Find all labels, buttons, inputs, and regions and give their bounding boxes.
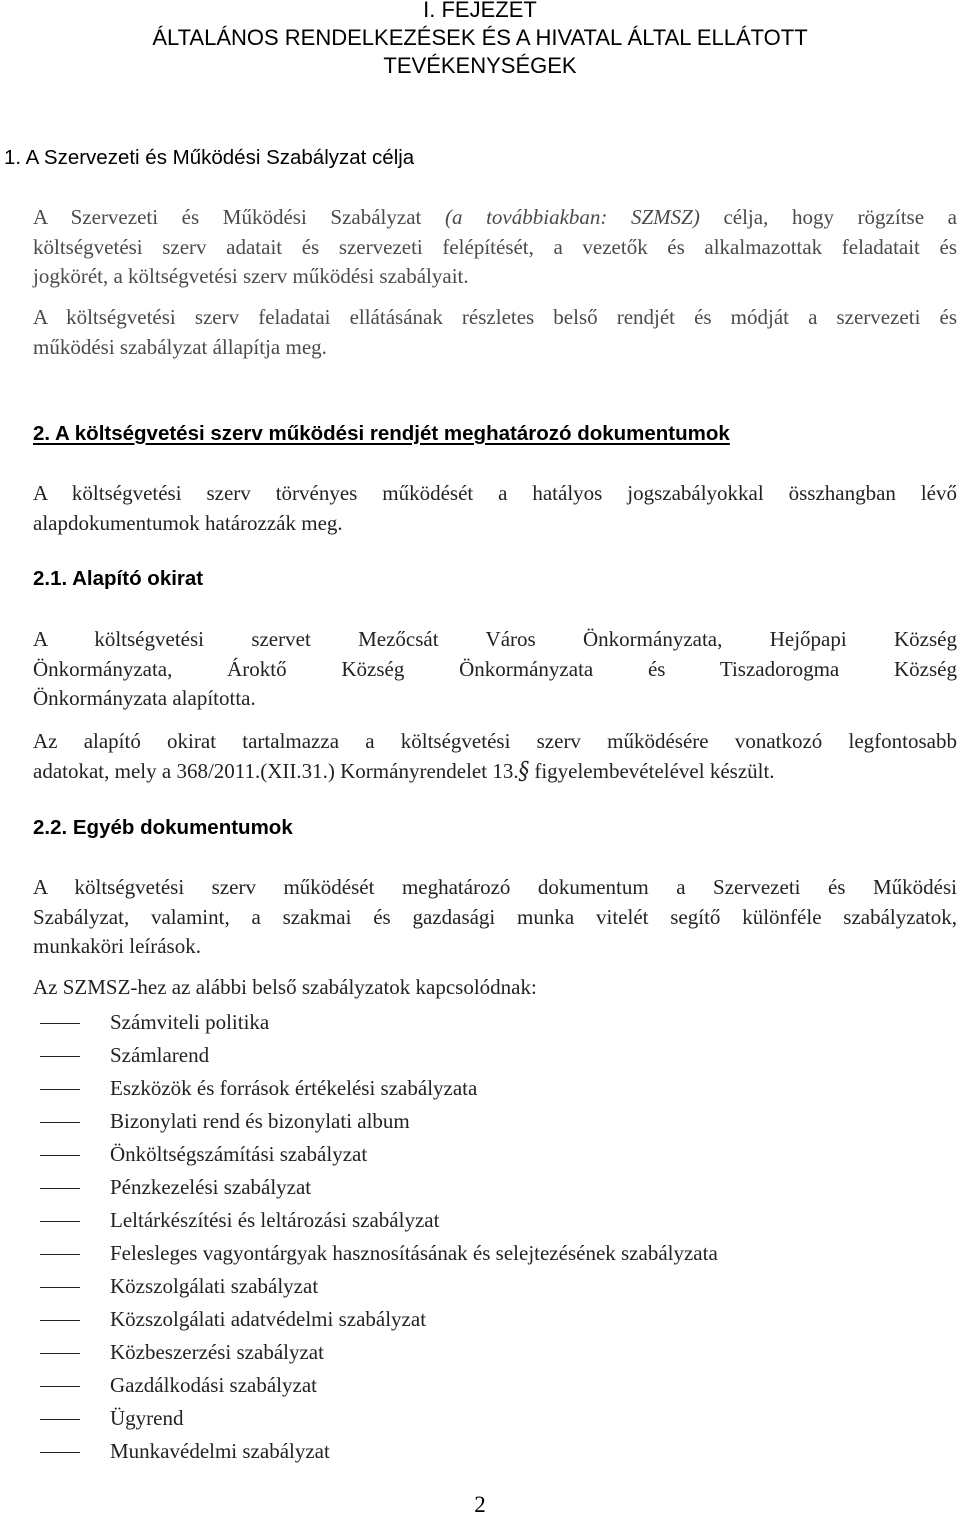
list-item: Munkavédelmi szabályzat: [40, 1435, 718, 1468]
dash-bullet-icon: [40, 1122, 80, 1124]
page-number: 2: [474, 1492, 486, 1517]
list-item: Számviteli politika: [40, 1006, 718, 1039]
dash-bullet-icon: [40, 1320, 80, 1322]
list-item: Közszolgálati adatvédelmi szabályzat: [40, 1303, 718, 1336]
chapter-title-line1: ÁLTALÁNOS RENDELKEZÉSEK ÉS A HIVATAL ÁLTAL ELLÁTOTT: [152, 25, 808, 50]
dash-bullet-icon: [40, 1353, 80, 1355]
dash-bullet-icon: [40, 1188, 80, 1190]
dash-bullet-icon: [40, 1254, 80, 1256]
dash-bullet-icon: [40, 1155, 80, 1157]
section-1-heading: 1. A Szervezeti és Működési Szabályzat célja: [4, 146, 415, 169]
dash-bullet-icon: [40, 1452, 80, 1454]
chapter-number: I. FEJEZET: [423, 0, 537, 22]
list-item: Eszközök és források értékelési szabályzata: [40, 1072, 718, 1105]
list-item: Gazdálkodási szabályzat: [40, 1369, 718, 1402]
abbreviation-note: (a továbbiakban: SZMSZ): [444, 205, 700, 229]
section-2-paragraph-line-2: alapdokumentumok határozzák meg.: [33, 510, 343, 535]
dash-bullet-icon: [40, 1221, 80, 1223]
dash-bullet-icon: [40, 1287, 80, 1289]
section-2-2-paragraph-2: Az SZMSZ-hez az alábbi belső szabályzatok kapcsolódnak:: [33, 975, 537, 999]
list-item: Ügyrend: [40, 1402, 718, 1435]
section-1-paragraph-2-line-2: működési szabályzat állapítja meg.: [33, 334, 327, 359]
section-2-1-paragraph-1-line-3: Önkormányzata alapította.: [33, 686, 256, 710]
list-item: Önköltségszámítási szabályzat: [40, 1138, 718, 1171]
section-2-1-paragraph-1: [33, 625, 957, 714]
list-item: Számlarend: [40, 1039, 718, 1072]
section-2-heading: 2. A költségvetési szerv működési rendjét meghatározó dokumentumok: [33, 422, 730, 445]
section-2-2-paragraph-1-line-1: A költségvetési szerv működését meghatározó dokumentum a Szervezeti és Működési: [33, 875, 957, 899]
section-1-paragraph-2-line-1: A költségvetési szerv feladatai ellátásának részletes belső rendjét és módját a szervezeti és: [33, 305, 957, 329]
section-2-paragraph-line-1: A költségvetési szerv törvényes működését a hatályos jogszabályokkal összhangban lévő: [33, 481, 957, 505]
list-item: Közszolgálati szabályzat: [40, 1270, 718, 1303]
list-item: Leltárkészítési és leltározási szabályzat: [40, 1204, 718, 1237]
section-1-paragraph-1-line-1: A Szervezeti és Működési Szabályzat (a továbbiakban: SZMSZ) célja, hogy rögzítse a: [33, 205, 957, 229]
dash-bullet-icon: [40, 1419, 80, 1421]
section-1-paragraph-2: [33, 303, 957, 362]
list-item: Bizonylati rend és bizonylati album: [40, 1105, 718, 1138]
list-item: Közbeszerzési szabályzat: [40, 1336, 718, 1369]
section-2-paragraph: [33, 479, 957, 538]
list-item: Felesleges vagyontárgyak hasznosításának és selejtezésének szabályzata: [40, 1237, 718, 1270]
regulations-list: [40, 1006, 718, 1468]
section-2-2-paragraph-1-line-2: Szabályzat, valamint, a szakmai és gazdasági munka vitelét segítő különféle szabályzatok,: [33, 904, 957, 929]
section-2-1-paragraph-1-line-2: Önkormányzata, Ároktő Község Önkormányzata és Tiszadorogma Község: [33, 656, 957, 681]
section-2-2-paragraph-1: [33, 873, 957, 962]
dash-bullet-icon: [40, 1056, 80, 1058]
section-1-paragraph-1-line-3: jogkörét, a költségvetési szerv működési szabályait.: [33, 264, 469, 288]
paragraph-sign: §: [518, 756, 530, 785]
section-2-1-paragraph-2: [33, 727, 957, 786]
section-2-2-heading: 2.2. Egyéb dokumentumok: [33, 816, 293, 839]
section-1-paragraph-1-line-2: költségvetési szerv adatait és szervezeti felépítését, a vezetők és alkalmazottak feladatait és: [33, 234, 957, 259]
section-2-1-paragraph-2-line-1: Az alapító okirat tartalmazza a költségvetési szerv működésére vonatkozó legfontosabb: [33, 729, 957, 753]
section-2-1-paragraph-2-line-2: adatokat, mely a 368/2011.(XII.31.) Kormányrendelet 13.§ figyelembevételével készült.: [33, 757, 957, 787]
dash-bullet-icon: [40, 1023, 80, 1025]
dash-bullet-icon: [40, 1089, 80, 1091]
section-2-2-paragraph-1-line-3: munkaköri leírások.: [33, 934, 201, 958]
chapter-title-line2: TEVÉKENYSÉGEK: [383, 53, 577, 78]
dash-bullet-icon: [40, 1386, 80, 1388]
section-1-paragraph-1: [33, 203, 957, 292]
list-item: Pénzkezelési szabályzat: [40, 1171, 718, 1204]
chapter-heading: [0, 0, 960, 80]
section-2-1-heading: 2.1. Alapító okirat: [33, 567, 204, 590]
section-2-1-paragraph-1-line-1: A költségvetési szervet Mezőcsát Város Önkormányzata, Hejőpapi Község: [33, 627, 957, 651]
